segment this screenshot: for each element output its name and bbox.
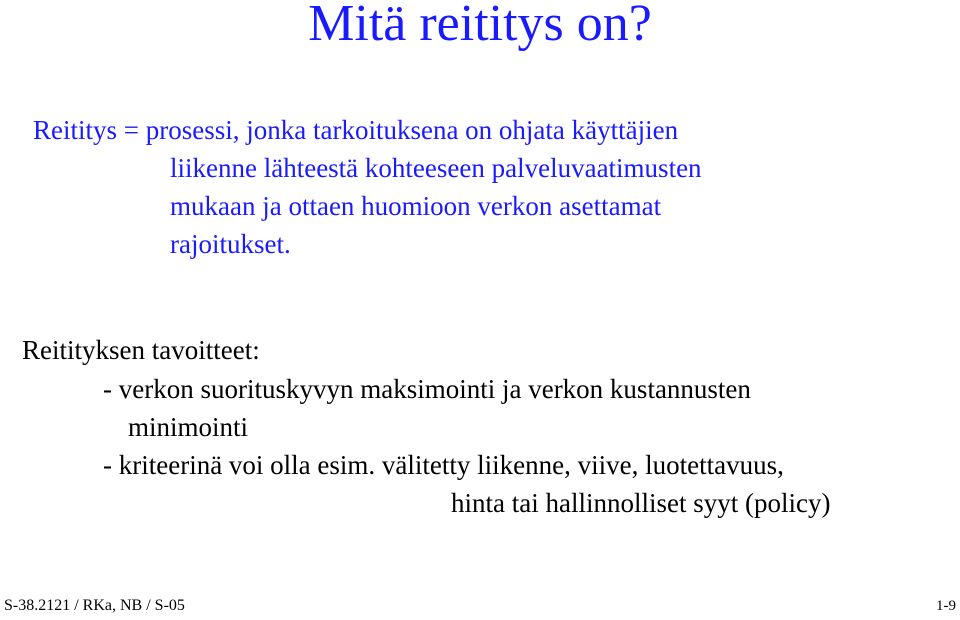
goals-heading: Reitityksen tavoitteet: xyxy=(22,335,260,365)
footer-divider xyxy=(0,592,960,593)
definition-line: mukaan ja ottaen huomioon verkon asettamat xyxy=(170,191,662,221)
footer-course-code: S-38.2121 / RKa, NB / S-05 xyxy=(4,597,185,614)
definition-line: rajoitukset. xyxy=(170,229,291,259)
definition-line: liikenne lähteestä kohteeseen palveluvaatimusten xyxy=(170,153,702,183)
definition-line: Reititys = prosessi, jonka tarkoituksena on ohjata käyttäjien xyxy=(33,115,679,145)
slide-title: Mitä reititys on? xyxy=(308,0,652,52)
goal-item-continuation: hinta tai hallinnolliset syyt (policy) xyxy=(451,488,831,518)
footer-page-number: 1-9 xyxy=(936,598,956,614)
goal-item-continuation: minimointi xyxy=(128,412,249,442)
goal-item: - kriteerinä voi olla esim. välitetty liikenne, viive, luotettavuus, xyxy=(103,450,784,480)
goal-item: - verkon suorituskyvyn maksimointi ja verkon kustannusten xyxy=(103,374,751,404)
